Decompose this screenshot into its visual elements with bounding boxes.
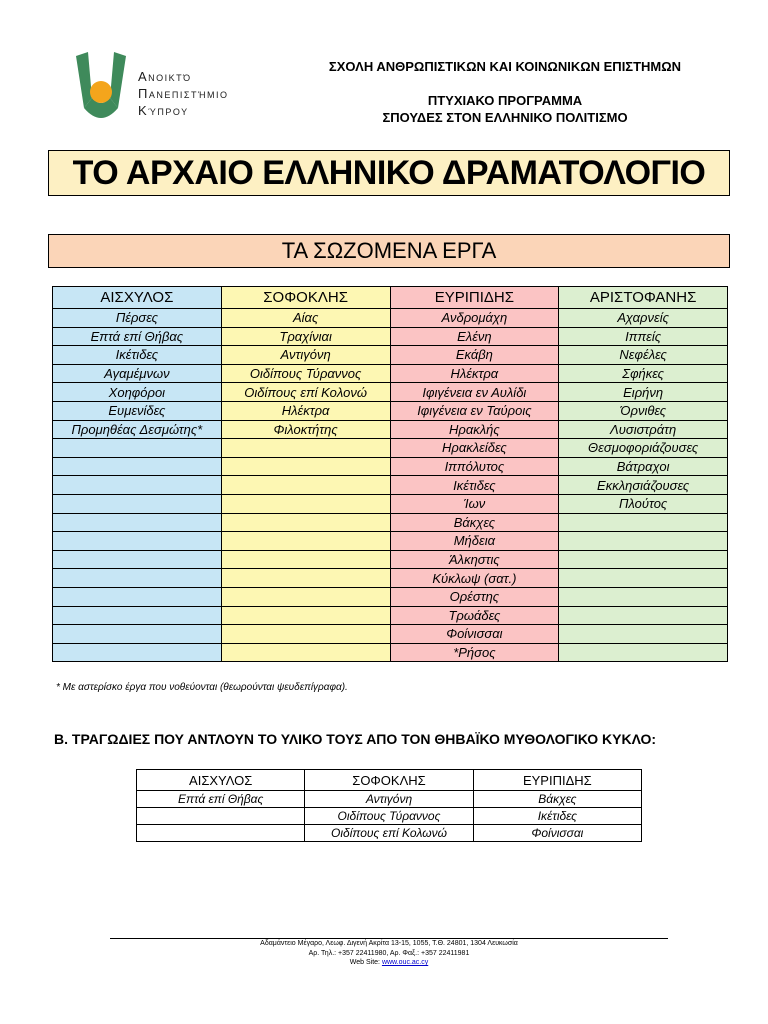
table-cell <box>53 513 222 532</box>
table-cell <box>221 625 390 644</box>
table-cell: Ορέστης <box>390 587 559 606</box>
logo-line-3: Κύπρου <box>138 103 189 118</box>
table-row <box>53 476 728 495</box>
column-header: ΑΙΣΧΥΛΟΣ <box>137 770 305 791</box>
footer <box>110 939 668 968</box>
table-cell: Φιλοκτήτης <box>221 420 390 439</box>
table-row <box>53 420 728 439</box>
column-header: ΕΥΡΙΠΙΔΗΣ <box>390 287 559 309</box>
table-cell: Όρνιθες <box>559 401 728 420</box>
table-cell: Σφήκες <box>559 364 728 383</box>
table-row <box>53 550 728 569</box>
table-cell: Οιδίπους Τύραννος <box>305 808 473 825</box>
table-cell: Αντιγόνη <box>305 791 473 808</box>
table-cell <box>53 532 222 551</box>
school-name: ΣΧΟΛΗ ΑΝΘΡΩΠΙΣΤΙΚΩΝ ΚΑΙ ΚΟΙΝΩΝΙΚΩΝ ΕΠΙΣΤΗΜΩΝ <box>328 59 682 74</box>
table-cell: Ιφιγένεια εν Ταύροις <box>390 401 559 420</box>
footer-address: Αδαμάντειο Μέγαρο, Λεωφ. Διγενή Ακρίτα 13-15, 1055, Τ.Θ. 24801, 1304 Λευκωσία <box>260 940 518 947</box>
table-row <box>53 457 728 476</box>
table-cell: Κύκλωψ (σατ.) <box>390 569 559 588</box>
table-cell <box>221 494 390 513</box>
table-row <box>137 791 642 808</box>
table-cell <box>221 439 390 458</box>
column-header: ΣΟΦΟΚΛΗΣ <box>305 770 473 791</box>
column-header: ΑΙΣΧΥΛΟΣ <box>53 287 222 309</box>
table-cell <box>559 569 728 588</box>
table-row <box>53 383 728 402</box>
theban-table-body <box>137 791 642 842</box>
table-cell: Εκκλησιάζουσες <box>559 476 728 495</box>
footer-phone-fax: Αρ. Τηλ.: +357 22411980, Αρ. Φαξ.: +357 22411981 <box>308 949 470 957</box>
table-cell <box>53 587 222 606</box>
table-cell <box>137 825 305 842</box>
table-row <box>53 346 728 365</box>
footer-web <box>110 958 668 968</box>
table-cell: Ανδρομάχη <box>390 309 559 328</box>
table-cell: Ηρακλής <box>390 420 559 439</box>
table-cell <box>221 587 390 606</box>
table-cell <box>559 625 728 644</box>
surviving-works-table <box>52 286 728 662</box>
table-row <box>53 569 728 588</box>
table-cell <box>53 606 222 625</box>
table-cell: Πλούτος <box>559 494 728 513</box>
table-row <box>53 439 728 458</box>
table-cell <box>53 494 222 513</box>
header <box>290 58 720 126</box>
column-header: ΣΟΦΟΚΛΗΣ <box>221 287 390 309</box>
table-cell <box>559 532 728 551</box>
table-cell <box>53 625 222 644</box>
table-cell: Ιππόλυτος <box>390 457 559 476</box>
logo-text <box>138 68 229 119</box>
table-cell: Τραχίνιαι <box>221 327 390 346</box>
works-table-body <box>53 309 728 662</box>
logo-line-2: Πανεπιστήμιο <box>138 86 229 101</box>
table-cell: Εκάβη <box>390 346 559 365</box>
table-cell: Τρωάδες <box>390 606 559 625</box>
table-cell: Οιδίπους επί Κολωνώ <box>305 825 473 842</box>
table-cell: Βάκχες <box>390 513 559 532</box>
table-cell: Μήδεια <box>390 532 559 551</box>
table-cell: Βάτραχοι <box>559 457 728 476</box>
table-cell: Ικέτιδες <box>390 476 559 495</box>
table-cell <box>221 513 390 532</box>
table-row <box>53 494 728 513</box>
table-cell: Νεφέλες <box>559 346 728 365</box>
column-header: ΕΥΡΙΠΙΔΗΣ <box>473 770 641 791</box>
table-cell: Ηρακλείδες <box>390 439 559 458</box>
table-cell <box>53 569 222 588</box>
theban-cycle-table <box>136 769 642 842</box>
table-cell: Οιδίπους Τύραννος <box>221 364 390 383</box>
table-row <box>53 643 728 662</box>
table-cell: Οιδίπους επί Κολονώ <box>221 383 390 402</box>
table-row <box>53 587 728 606</box>
table-cell <box>221 532 390 551</box>
table-cell <box>221 643 390 662</box>
table-cell: Ικέτιδες <box>53 346 222 365</box>
table-cell: Ίων <box>390 494 559 513</box>
table-cell: Άλκηστις <box>390 550 559 569</box>
table-row <box>53 309 728 328</box>
table-row <box>53 513 728 532</box>
table-cell <box>559 606 728 625</box>
table-cell <box>559 513 728 532</box>
footnote: * Με αστερίσκο έργα που νοθεύονται (θεωρούνται ψευδεπίγραφα). <box>56 682 348 693</box>
column-header: ΑΡΙΣΤΟΦΑΝΗΣ <box>559 287 728 309</box>
table-cell: Φοίνισσαι <box>390 625 559 644</box>
table-cell: Βάκχες <box>473 791 641 808</box>
table-cell: Ευμενίδες <box>53 401 222 420</box>
table-cell <box>53 550 222 569</box>
logo-line-1: Ανοικτό <box>138 69 192 84</box>
table-cell: Αχαρνείς <box>559 309 728 328</box>
table-cell: Επτά επί Θήβας <box>53 327 222 346</box>
program-line-2: ΣΠΟΥΔΕΣ ΣΤΟΝ ΕΛΛΗΝΙΚΟ ΠΟΛΙΤΙΣΜΟ <box>382 110 628 125</box>
program-line-1: ΠΤΥΧΙΑΚΟ ΠΡΟΓΡΑΜΜΑ <box>427 93 583 108</box>
table-cell <box>53 439 222 458</box>
table-row <box>53 327 728 346</box>
table-cell: Χοηφόροι <box>53 383 222 402</box>
table-cell: Προμηθέας Δεσμώτης* <box>53 420 222 439</box>
table-cell: Πέρσες <box>53 309 222 328</box>
table-row <box>53 606 728 625</box>
university-logo <box>70 48 280 124</box>
table-cell: Ελένη <box>390 327 559 346</box>
table-cell: Ιφιγένεια εν Αυλίδι <box>390 383 559 402</box>
table-cell: Θεσμοφοριάζουσες <box>559 439 728 458</box>
table-row <box>53 532 728 551</box>
table-cell: Ηλέκτρα <box>221 401 390 420</box>
table-cell <box>559 587 728 606</box>
table-cell <box>221 476 390 495</box>
table-cell <box>221 457 390 476</box>
section-b-title: Β. ΤΡΑΓΩΔΙΕΣ ΠΟΥ ΑΝΤΛΟΥΝ ΤΟ ΥΛΙΚΟ ΤΟΥΣ ΑΠΟ ΤΟΝ ΘΗΒΑΪΚΟ ΜΥΘΟΛΟΓΙΚΟ ΚΥΚΛΟ: <box>54 731 657 747</box>
table-cell <box>53 457 222 476</box>
table-cell <box>221 550 390 569</box>
table-cell <box>137 808 305 825</box>
works-header-row <box>53 287 728 309</box>
section-a-title: ΤΑ ΣΩΖΟΜΕΝΑ ΕΡΓΑ <box>48 234 730 268</box>
table-cell <box>53 643 222 662</box>
table-cell: Ιππείς <box>559 327 728 346</box>
table-row <box>53 401 728 420</box>
table-cell <box>559 643 728 662</box>
table-cell <box>559 550 728 569</box>
table-cell <box>221 569 390 588</box>
table-row <box>137 825 642 842</box>
table-row <box>53 625 728 644</box>
table-cell: Αγαμέμνων <box>53 364 222 383</box>
table-cell: Ικέτιδες <box>473 808 641 825</box>
table-row <box>53 364 728 383</box>
table-cell <box>53 476 222 495</box>
table-cell: Λυσιστράτη <box>559 420 728 439</box>
logo-emblem-icon <box>70 48 132 124</box>
table-cell: Επτά επί Θήβας <box>137 791 305 808</box>
table-cell: *Ρήσος <box>390 643 559 662</box>
table-cell <box>221 606 390 625</box>
table-row <box>137 808 642 825</box>
theban-header-row <box>137 770 642 791</box>
table-cell: Αντιγόνη <box>221 346 390 365</box>
table-cell: Αίας <box>221 309 390 328</box>
table-cell: Φοίνισσαι <box>473 825 641 842</box>
footer-web-label: Web Site: <box>349 959 380 966</box>
website-link[interactable]: www.ouc.ac.cy <box>381 959 429 966</box>
table-cell: Ηλέκτρα <box>390 364 559 383</box>
page-title: ΤΟ ΑΡΧΑΙΟ ΕΛΛΗΝΙΚΟ ΔΡΑΜΑΤΟΛΟΓΙΟ <box>48 150 730 196</box>
table-cell: Ειρήνη <box>559 383 728 402</box>
